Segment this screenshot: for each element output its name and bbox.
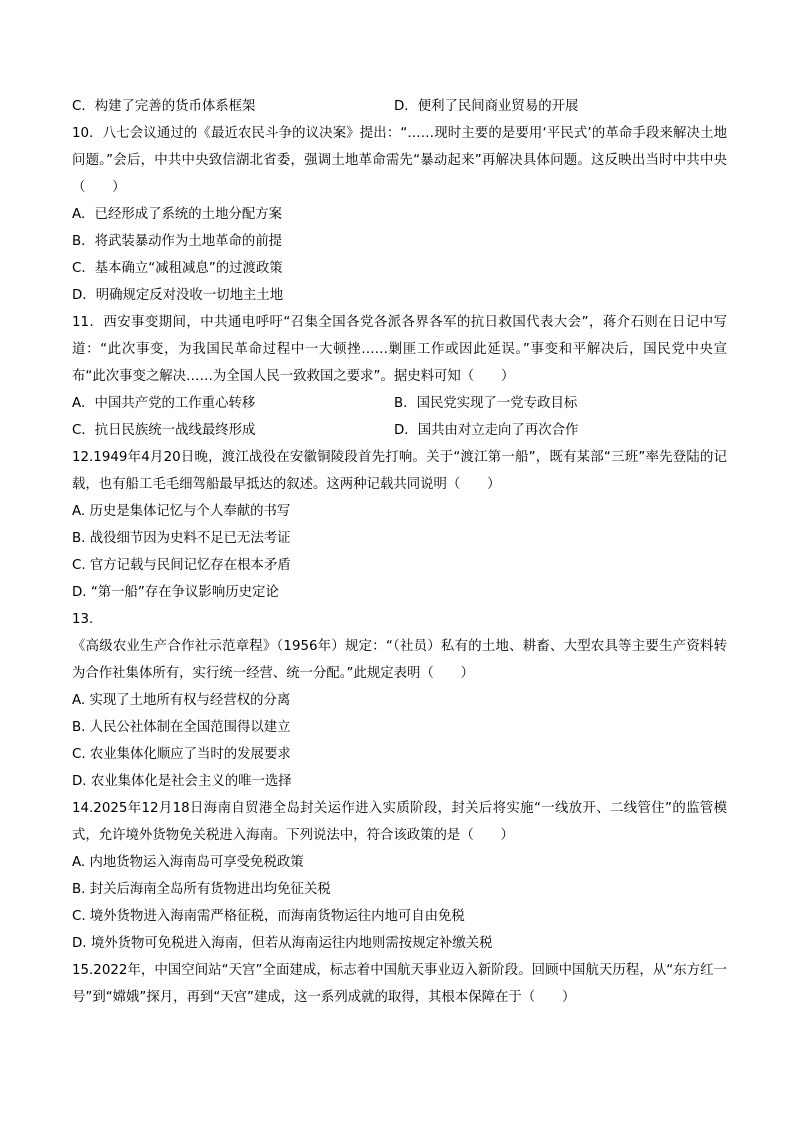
q9-option-c[interactable]: C．构建了完善的货币体系框架 (72, 99, 256, 114)
q10-option-b[interactable]: B．将武装暴动作为土地革命的前提 (72, 234, 283, 249)
q13-option-c[interactable]: C. 农业集体化顺应了当时的发展要求 (72, 747, 291, 762)
q13-option-a[interactable]: A. 实现了土地所有权与经营权的分离 (72, 693, 291, 708)
q13-stem: 《高级农业生产合作社示范章程》（1956年）规定：“（社员）私有的土地、耕畜、大型农具等主要生产资料转为合作社集体所有，实行统一经营、统一分配。”此规定表明（ ） (72, 639, 727, 681)
q11-options-ab (72, 390, 727, 417)
q11-option-a[interactable]: A．中国共产党的工作重心转移 (72, 396, 256, 411)
q12-option-a[interactable]: A. 历史是集体记忆与个人奉献的书写 (72, 504, 291, 519)
q9-options-cd (72, 93, 727, 120)
q10-option-c[interactable]: C．基本确立“减租减息”的过渡政策 (72, 261, 283, 276)
q11-option-c[interactable]: C．抗日民族统一战线最终形成 (72, 423, 256, 438)
q13-option-b[interactable]: B. 人民公社体制在全国范围得以建立 (72, 720, 291, 735)
q10-option-d[interactable]: D．明确规定反对没收一切地主土地 (72, 288, 284, 303)
q12-option-d[interactable]: D. “第一船”存在争议影响历史定论 (72, 585, 279, 600)
q11-option-d[interactable]: D．国共由对立走向了再次合作 (394, 423, 579, 438)
q14-option-c[interactable]: C. 境外货物进入海南需严格征税，而海南货物运往内地可自由免税 (72, 909, 465, 924)
q11-options-cd (72, 417, 727, 444)
q10-stem: 10．八七会议通过的《最近农民斗争的议决案》提出：“……现时主要的是要用‘平民式’的革命手段来解决土地问题。”会后，中共中央致信湖北省委，强调土地革命需先“暴动起来”再解决具体问题。这反映出当时中共中央（ ） (72, 126, 727, 195)
q10-option-a[interactable]: A．已经形成了系统的土地分配方案 (72, 207, 283, 222)
q12-option-b[interactable]: B. 战役细节因为史料不足已无法考证 (72, 531, 291, 546)
q11-option-b[interactable]: B．国民党实现了一党专政目标 (394, 396, 578, 411)
exam-page (72, 93, 727, 1011)
q11-stem: 11．西安事变期间，中共通电呼吁“召集全国各党各派各界各军的抗日救国代表大会”，蒋介石则在日记中写道：“此次事变，为我国民革命过程中一大顿挫……剿匪工作或因此延误。”事变和平解决后，国民党中央宣布“此次事变之解决……为全国人民一致救国之要求”。据史料可知（ ） (72, 315, 727, 384)
q12-option-c[interactable]: C. 官方记载与民间记忆存在根本矛盾 (72, 558, 291, 573)
q13-option-d[interactable]: D. 农业集体化是社会主义的唯一选择 (72, 774, 292, 789)
q14-option-d[interactable]: D. 境外货物可免税进入海南，但若从海南运往内地则需按规定补缴关税 (72, 936, 493, 951)
q14-option-a[interactable]: A. 内地货物运入海南岛可享受免税政策 (72, 855, 304, 870)
q9-option-d[interactable]: D．便利了民间商业贸易的开展 (394, 99, 579, 114)
q12-stem: 12.1949年4月20日晚，渡江战役在安徽铜陵段首先打响。关于“渡江第一船”，既有某部“三班”率先登陆的记载，也有船工毛毛细驾船最早抵达的叙述。这两种记载共同说明（ ） (72, 450, 727, 492)
q14-option-b[interactable]: B. 封关后海南全岛所有货物进出均免征关税 (72, 882, 331, 897)
q13-number: 13. (72, 612, 94, 627)
q14-stem: 14.2025年12月18日海南自贸港全岛封关运作进入实质阶段，封关后将实施“一线放开、二线管住”的监管模式，允许境外货物免关税进入海南。下列说法中，符合该政策的是（ ） (72, 801, 727, 843)
q15-stem: 15.2022年，中国空间站“天宫”全面建成，标志着中国航天事业迈入新阶段。回顾中国航天历程，从“东方红一号”到“嫦娥”探月，再到“天宫”建成，这一系列成就的取得，其根本保障在于（ ） (72, 963, 727, 1005)
